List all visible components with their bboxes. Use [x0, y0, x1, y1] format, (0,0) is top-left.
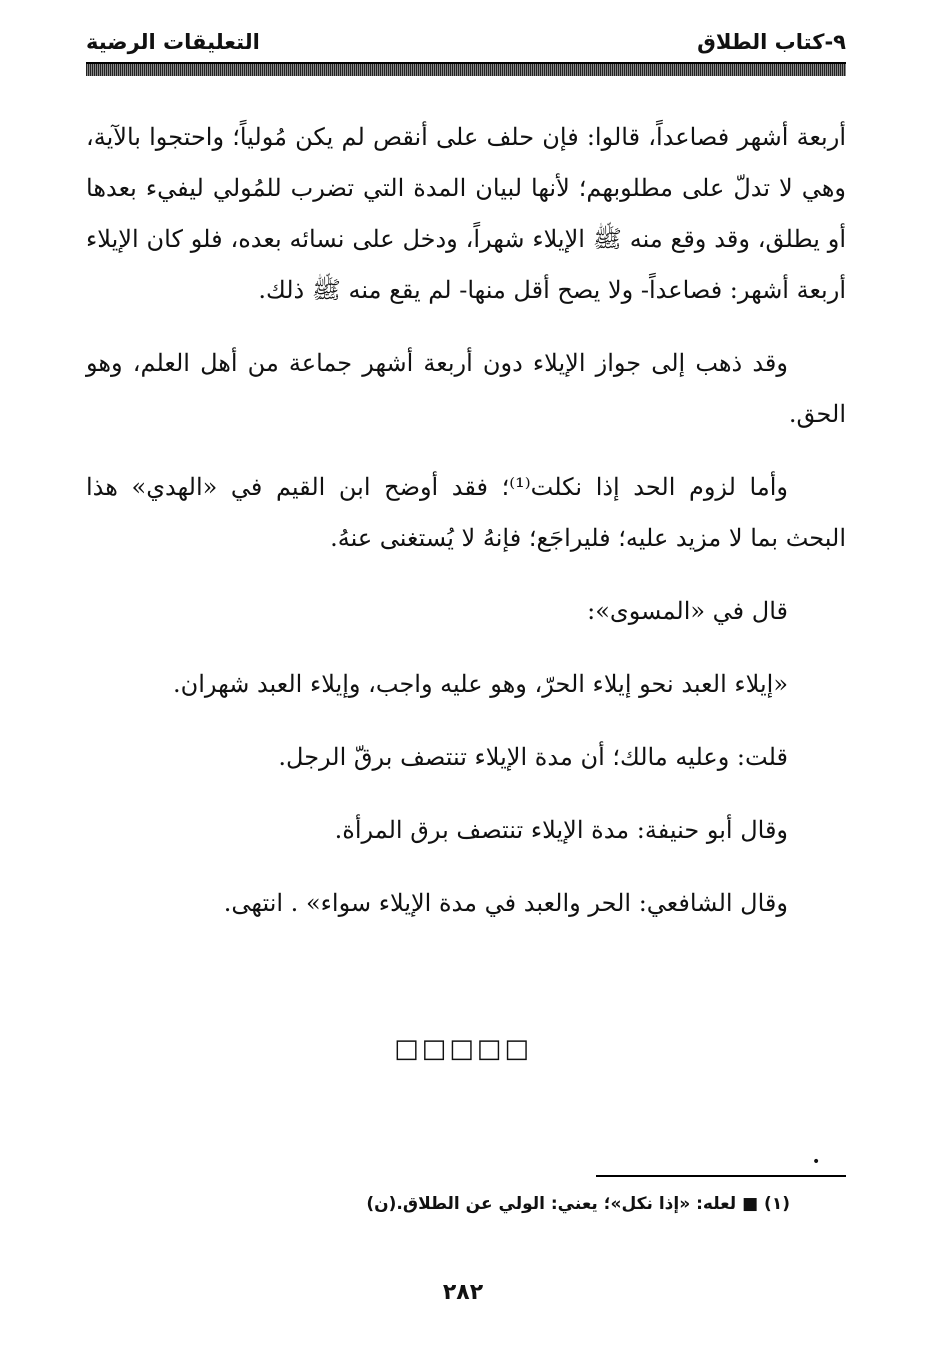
- footnote-dot: •: [812, 1154, 821, 1170]
- footnote: (١) ■ لعله: «إذا نكل»؛ يعني: الولي عن الطلاق.(ن): [366, 1194, 790, 1214]
- chapter-title: ٩-كتاب الطلاق: [697, 30, 846, 54]
- paragraph-8: وقال الشافعي: الحر والعبد في مدة الإيلاء سواء» . انتهى.: [223, 889, 788, 917]
- paragraph-2: وقد ذهب إلى جواز الإيلاء دون أربعة أشهر جماعة من أهل العلم، وهو الحق.: [86, 349, 846, 428]
- paragraph-4: قال في «المسوى»:: [587, 597, 788, 625]
- footnote-rule: [596, 1175, 846, 1177]
- section-end-ornament: □□□□□: [394, 1034, 532, 1064]
- header-rule: [86, 62, 846, 76]
- paragraph-6: قلت: وعليه مالك؛ أن مدة الإيلاء تنتصف برقّ الرجل.: [278, 743, 788, 771]
- paragraph-7: وقال أبو حنيفة: مدة الإيلاء تنتصف برق المرأة.: [334, 816, 788, 844]
- paragraph-5: «إيلاء العبد نحو إيلاء الحرّ، وهو عليه واجب، وإيلاء العبد شهران.: [172, 670, 788, 698]
- book-title: التعليقات الرضية: [86, 30, 260, 54]
- paragraph-3: وأما لزوم الحد إذا نكلت⁽¹⁾؛ فقد أوضح ابن القيم في «الهدي» هذا البحث بما لا مزيد عليه؛ فليراجَع؛ فإنهُ لا يُستغنى عنهُ.: [86, 473, 846, 552]
- paragraph-1: أربعة أشهر فصاعداً، قالوا: فإن حلف على أنقص لم يكن مُولياً؛ واحتجوا بالآية، وهي لا تدلّ على مطلوبهم؛ لأنها لبيان المدة التي تضرب للمُولي ليفيء بعدها أو يطلق، وقد وقع منه ﷺ الإيلاء شهراً، ودخل على نسائه بعده، فلو كان الإيلاء أربعة أشهر: فصاعداً- ولا يصح أقل منها- لم يقع منه ﷺ ذلك.: [86, 123, 847, 304]
- running-header: [86, 28, 846, 62]
- page-body: [86, 112, 846, 951]
- page-number: ٢٨٢: [442, 1280, 484, 1305]
